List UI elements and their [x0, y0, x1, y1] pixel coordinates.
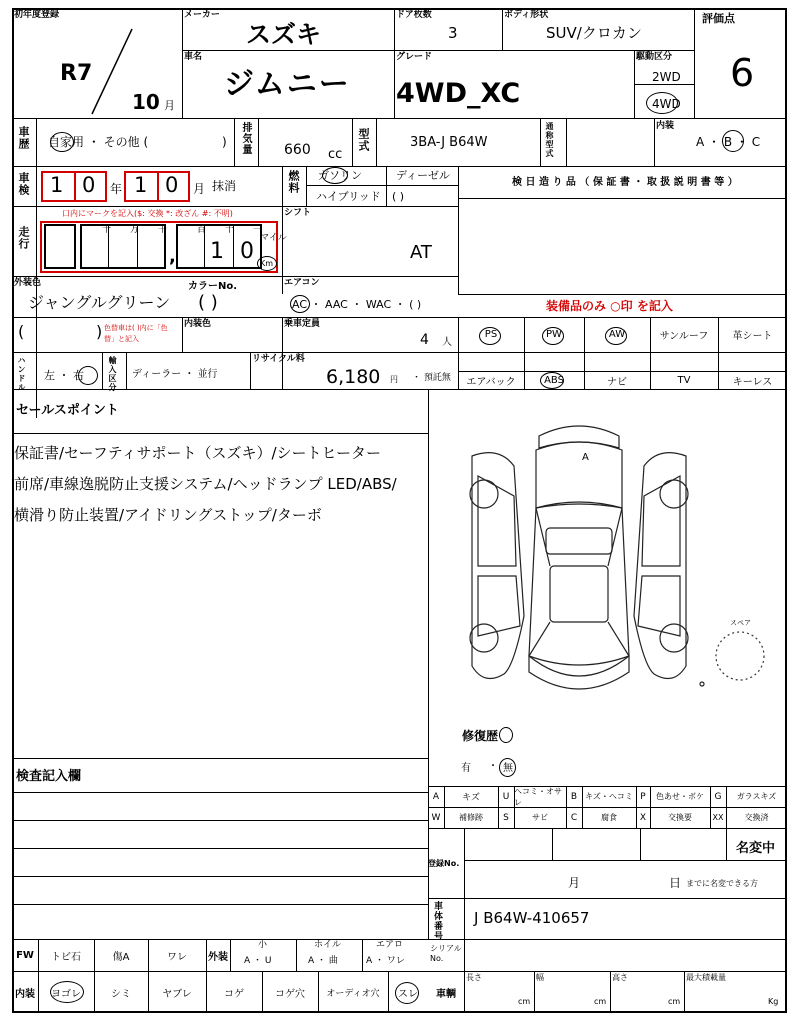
color-no-paren: ( )	[198, 292, 218, 313]
mileage-note: 口内にマークを記入($: 交換 *: 改ざん #: 不明)	[62, 209, 233, 218]
mileage-label: 走行	[17, 226, 30, 250]
interior-item-7-circle	[395, 982, 419, 1004]
equipment-ps: PS	[484, 329, 498, 340]
fuel-hybrid-paren: ( )	[392, 190, 405, 203]
usage-options: 自家用 ・ その他 (	[48, 135, 149, 149]
legend-x-code: X	[639, 812, 647, 823]
capacity-label: 乗車定員	[284, 319, 321, 329]
color-change-note: 色替車は( )内に「色替」と記入	[104, 324, 168, 343]
legend-b-code: B	[570, 791, 578, 802]
mileage-unit-5: 十	[225, 225, 235, 235]
registration-month: 月	[568, 876, 581, 890]
import-label: 輸入区分	[108, 356, 117, 392]
import-options: ディーラー ・ 並行	[132, 369, 218, 380]
color-change-paren-right: )	[96, 322, 103, 341]
equipment-navi: ナビ	[607, 376, 627, 388]
fuel-hybrid: ハイブリッド	[316, 190, 381, 203]
recycle-yen: 円	[390, 375, 398, 384]
capacity-value: 4	[420, 332, 429, 348]
chassis-value: J B64W-410657	[474, 909, 590, 927]
exterior-parts-label: 外装	[208, 951, 228, 963]
maker-label: メーカー	[184, 10, 220, 20]
displacement-unit: cc	[328, 147, 343, 162]
drive-label: 駆動区分	[636, 52, 673, 62]
inspection-label: 車検	[17, 172, 30, 196]
height-unit: cm	[668, 997, 681, 1006]
drive-4wd: 4WD	[652, 97, 681, 111]
fw-item-3: ワレ	[167, 951, 187, 963]
sales-title: セールスポイント	[16, 403, 119, 418]
legend-g-text: ガラスキズ	[736, 792, 777, 801]
history-label: 車歴	[17, 126, 30, 150]
mileage-box-1	[44, 224, 76, 269]
exterior-color-label: 外装色	[14, 278, 42, 288]
inspection-month-digit-2: 0	[165, 173, 179, 197]
displacement-value: 660	[284, 142, 311, 158]
inspection-cancelled: 抹消	[212, 179, 237, 193]
sales-line-3: 横滑り防止装置/アイドリングストップ/ターボ	[14, 506, 322, 524]
mileage-unit-3: 千	[158, 225, 168, 235]
interior-grade-circle	[722, 130, 744, 152]
width-label: 幅	[536, 973, 544, 982]
date-slash	[87, 26, 137, 118]
legend-a-text: キズ	[462, 793, 480, 803]
recycle-value: 6,180	[326, 366, 381, 388]
auction-sheet: 初年度登録 R7 10 月 メーカー スズキ ドア枚数 3 ボディ形状 SUV/クロカン 評価点 6 車名 ジムニー グレード 4WD_XC 駆動区分 2WD 4WD 車歴 自家用 ・ その他 ( ) 排気量 660 cc 型式 3BA-J B64W 通称型式 内装 A ・ B ・ C 車検 1 0 年 1 0 月 抹消 燃料 ガソリン ディーゼル ハイブリッド ( ) 検 日 造 り 品 （ 保 証 書 ・ 取 扱 説 明 書 等 ） 口内にマークを記入($: 交換 *: 改ざん #: 不明) 十 万 千 百 十 一 , 1 0 マイル Km 走行 シフト AT 外装色 ジャングルグリーン カラーNo. ( ) エアコン AC ・ AAC ・ WAC ・ ( ) 装備品のみ ○印 を記入 ( ) 色替車は( )内に「色替」と記入 内装色 乗車定員 4 人 PS PW AW サンルーフ 革シート エアバック ABS ナビ TV キーレス ハンドル 左 ・ 右 輸入区分 ディーラー ・ 並行 リサイクル料 6,180 円 ・ 預託無 セールスポイント 保証書/セーフティサポート（スズキ）/シートヒーター 前席/車線逸脱防止支援システム/ヘッドランプ LED/ABS/ 横滑り防止装置/アイドリングストップ/ターボ A スペア 修復歴 有 ・ 無 検査記入欄 A キズ U ヘコミ・オサレ B キズ・ヘコミ P 色あせ・ボケ G ガラスキズ W 補修跡 S サビ C 腐食 X 交換要 XX 交換済 登録No. 名変中 月 日 までに名変できる方 車体番号 J B64W-410657 FW トビ石 傷A ワレ 外装 小 A ・ U ホイル A ・ 曲 エアロ A ・ ワレ シリアルNo. 内装 ヨゴレ シミ ヤブレ コゲ コゲ穴 オーディオ穴 スレ 車輌 長さ cm 幅 cm 高さ cm 最大積載量 Kg	[12, 8, 787, 1013]
equipment-tv: TV	[677, 374, 691, 386]
registration-day: 日	[669, 876, 682, 890]
inspection-notes-title: 検査記入欄	[16, 769, 82, 784]
handle-right-circle	[78, 366, 98, 385]
repair-title-circle	[499, 727, 513, 743]
handle-options: 左 ・ 右	[44, 369, 84, 382]
name-change-label: 名変中	[736, 841, 776, 856]
interior-item-3: ヤブレ	[162, 988, 192, 1000]
max-load-unit: Kg	[768, 997, 779, 1006]
legend-a-code: A	[432, 791, 440, 802]
registration-label: 登録No.	[428, 859, 460, 868]
vehicle-dims-label: 車輌	[436, 988, 456, 1000]
width-unit: cm	[594, 997, 607, 1006]
color-no-label: カラーNo.	[188, 281, 238, 292]
equipment-leather: 革シート	[732, 331, 773, 342]
equipment-keyless: キーレス	[732, 376, 773, 388]
mileage-digit-5: 1	[210, 239, 224, 264]
chassis-label: 車体番号	[432, 901, 442, 941]
wheel-label: ホイル	[314, 940, 342, 950]
interior-item-4: コゲ	[224, 988, 244, 1000]
first-reg-label: 初年度登録	[14, 10, 60, 20]
legend-g-code: G	[714, 791, 722, 802]
shift-value: AT	[410, 242, 432, 263]
inspection-month-unit: 月	[193, 182, 206, 196]
mileage-box-group-1	[80, 224, 166, 269]
legend-c-text: 腐食	[601, 813, 617, 822]
aero-options: A ・ ワレ	[366, 956, 405, 966]
doors-value: 3	[448, 24, 458, 42]
ac-label: エアコン	[284, 278, 320, 288]
interior-item-1: ヨゴレ	[51, 988, 81, 1000]
equipment-title: 装備品のみ ○印 を記入	[546, 299, 673, 313]
repair-title: 修復歴	[462, 729, 499, 743]
mileage-mile: マイル	[260, 233, 287, 243]
legend-w-text: 補修跡	[459, 813, 483, 822]
equipment-airbag: エアバック	[466, 376, 516, 388]
legend-b-text: キズ・ヘコミ	[585, 792, 633, 801]
equipment-aw-circle	[605, 327, 627, 345]
legend-u-code: U	[502, 791, 510, 802]
fw-label: FW	[16, 949, 34, 961]
interior-item-1-circle	[50, 981, 84, 1003]
legend-x-text: 交換要	[668, 813, 692, 822]
spare-label: スペア	[730, 619, 751, 627]
mileage-digit-6: 0	[240, 239, 254, 264]
repair-no-circle	[499, 758, 516, 777]
legend-c-code: C	[570, 812, 578, 823]
legend-xx-code: XX	[712, 813, 724, 822]
fuel-diesel: ディーゼル	[396, 169, 450, 182]
equipment-pw: PW	[546, 329, 562, 340]
grade-label: グレード	[396, 52, 433, 62]
length-label: 長さ	[466, 973, 482, 982]
equipment-pw-circle	[542, 327, 564, 345]
repair-yes: 有	[461, 763, 471, 774]
model-value: 3BA-J B64W	[410, 135, 488, 150]
interior-item-2: シミ	[111, 988, 131, 1000]
color-change-paren-left: (	[18, 322, 25, 341]
legend-u-text: ヘコミ・オサレ	[514, 786, 562, 807]
car-body-diagram	[444, 416, 714, 706]
inspection-year-digit-2: 0	[82, 173, 96, 197]
recycle-label: リサイクル料	[252, 354, 305, 364]
mileage-unit-2: 万	[130, 225, 140, 235]
handle-label: ハンドル	[17, 356, 26, 392]
interior-color-label: 内装色	[184, 319, 212, 329]
body-type-label: ボディ形状	[504, 10, 549, 20]
capacity-unit: 人	[442, 337, 452, 348]
drive-2wd: 2WD	[652, 70, 681, 84]
recycle-deposit: ・ 預託無	[412, 373, 451, 383]
height-label: 高さ	[612, 973, 628, 982]
mileage-unit-6: 一	[253, 225, 263, 235]
equipment-ps-circle	[479, 327, 501, 345]
inspection-year-unit: 年	[110, 182, 123, 196]
length-unit: cm	[518, 997, 531, 1006]
max-load-label: 最大積載量	[686, 973, 726, 982]
usage-circle	[50, 132, 74, 152]
legend-p-text: 色あせ・ボケ	[656, 792, 704, 801]
legend-xx-text: 交換済	[744, 813, 769, 822]
fw-item-1: トビ石	[51, 951, 81, 963]
sales-line-2: 前席/車線逸脱防止支援システム/ヘッドランプ LED/ABS/	[14, 475, 397, 493]
legend-s-code: S	[503, 812, 509, 823]
registration-deadline: までに名変できる方	[686, 879, 758, 888]
maker-value: スズキ	[246, 20, 322, 49]
score-label: 評価点	[702, 12, 735, 25]
fw-item-2: 傷A	[112, 951, 130, 963]
legend-w-code: W	[431, 812, 441, 823]
small-label: 小	[258, 940, 268, 950]
model-label: 型式	[357, 128, 370, 152]
repair-no: 無	[503, 763, 513, 774]
common-model-label: 通称型式	[545, 122, 554, 158]
inspection-year-digit-1: 1	[50, 173, 64, 197]
mileage-km: Km	[260, 259, 274, 268]
interior-item-7: スレ	[398, 988, 418, 1000]
doors-label: ドア枚数	[396, 10, 432, 20]
fuel-gasoline: ガソリン	[318, 169, 362, 182]
car-name-value: ジムニー	[224, 67, 351, 102]
car-name-label: 車名	[184, 52, 203, 62]
era-year: R7	[60, 61, 93, 86]
score-value: 6	[730, 51, 755, 95]
spare-tire-diagram	[712, 628, 768, 684]
wheel-options: A ・ 曲	[308, 956, 338, 966]
legend-s-text: サビ	[532, 813, 548, 822]
mileage-unit-4: 百	[197, 225, 207, 235]
legend-p-code: P	[640, 791, 646, 802]
serial-label: シリアルNo.	[430, 944, 462, 964]
usage-close: )	[222, 135, 227, 149]
mileage-comma: ,	[169, 246, 176, 267]
documents-title: 検 日 造 り 品 （ 保 証 書 ・ 取 扱 説 明 書 等 ）	[512, 177, 738, 188]
equipment-aw: AW	[608, 329, 626, 340]
mileage-km-circle	[257, 256, 277, 271]
equipment-sunroof: サンルーフ	[659, 331, 709, 342]
interior-item-6: オーディオ穴	[326, 988, 380, 999]
mileage-unit-1: 十	[102, 225, 112, 235]
drive-4wd-circle	[646, 92, 678, 114]
ac-options: AC ・ AAC ・ WAC ・ ( )	[292, 298, 422, 311]
shift-label: シフト	[284, 208, 312, 218]
interior-grade-options: A ・ B ・ C	[696, 135, 761, 149]
fuel-label: 燃料	[287, 170, 300, 194]
displacement-label: 排気量	[240, 122, 251, 155]
equipment-abs-circle	[540, 372, 564, 389]
interior-grade-label: 内装	[656, 121, 675, 131]
reg-month: 10	[132, 90, 160, 114]
inspection-month-digit-1: 1	[134, 173, 148, 197]
interior-item-5: コゲ穴	[275, 988, 305, 1000]
sales-line-1: 保証書/セーフティサポート（スズキ）/シートヒーター	[14, 444, 381, 462]
interior-parts-label: 内装	[15, 988, 35, 1000]
small-options: A ・ U	[244, 956, 272, 966]
body-type-value: SUV/クロカン	[546, 24, 642, 42]
grade-value: 4WD_XC	[396, 78, 521, 109]
exterior-color-value: ジャングルグリーン	[28, 293, 171, 312]
ac-circle	[290, 295, 310, 313]
reg-month-unit: 月	[164, 99, 175, 112]
aero-label: エアロ	[376, 940, 404, 950]
damage-mark-a: A	[582, 452, 589, 463]
equipment-abs: ABS	[544, 374, 564, 386]
fuel-gasoline-circle	[322, 167, 348, 184]
